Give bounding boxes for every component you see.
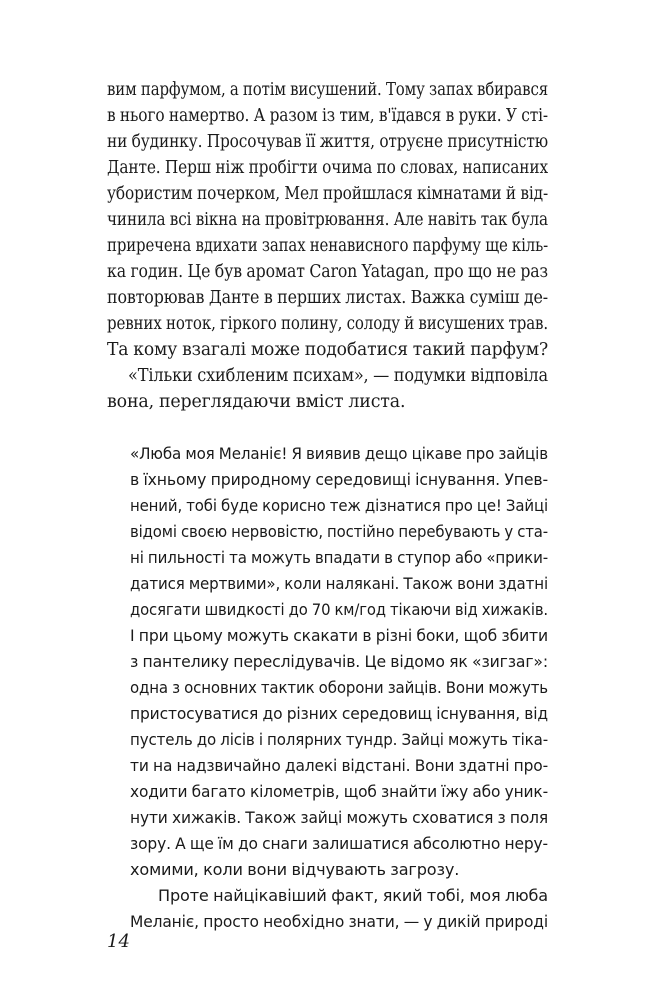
letter-line: нути хижаків. Також зайці можуть сховатися з поля (130, 808, 548, 827)
letter-line: «Люба моя Меланіє! Я виявив дещо цікаве про зайців (130, 444, 548, 463)
letter-line: Проте найцікавіший факт, який тобі, моя люба (158, 886, 548, 905)
letter-line: хомими, коли вони відчувають загрозу. (130, 860, 460, 879)
narrative-line: в нього намертво. А разом із тим, в'їдався в руки. У сті- (107, 106, 548, 126)
narrative-line: Данте. Перш ніж пробігти очима по словах, написаних (107, 158, 548, 178)
letter-line: ні пильності та можуть впадати в ступор або «прики- (130, 548, 548, 567)
page-number: 14 (107, 931, 130, 952)
narrative-line: вона, переглядаючи вміст листа. (107, 392, 406, 412)
narrative-line: ни будинку. Просочував її життя, отруєне присутністю (107, 132, 548, 152)
letter-line: І при цьому можуть скакати в різні боки, щоб збити (130, 626, 548, 645)
letter-line: пристосуватися до різних середовищ існування, від (130, 704, 548, 723)
narrative-line: убористим почерком, Мел пройшлася кімнатами й від- (107, 184, 548, 204)
letter-line: досягати швидкості до 70 км/год тікаючи від хижаків. (130, 600, 548, 619)
letter-line: одна з основних тактик оборони зайців. Вони можуть (130, 678, 548, 697)
letter-line: зору. А ще їм до снаги залишатися абсолютно нeру- (130, 834, 548, 853)
narrative-line: ревних ноток, гіркого полину, солоду й висушених трав. (107, 314, 548, 334)
letter-line: відомі своєю нервовістю, постійно перебувають у ста- (130, 522, 548, 541)
letter-line: пустель до лісів і полярних тундр. Зайці можуть тіка- (130, 730, 548, 749)
letter-line: в їхньому природному середовищі існування. Упев- (130, 470, 548, 489)
letter-line: ти на надзвичайно далекі відстані. Вони здатні про- (130, 756, 548, 775)
narrative-line: чинила всі вікна на провітрювання. Але навіть так була (107, 210, 548, 230)
letter-line: ходити багато кілометрів, щоб знайти їжу або уник- (130, 782, 548, 801)
narrative-line: «Тільки схибленим психам», — подумки відповіла (128, 366, 548, 386)
narrative-line: приречена вдихати запах ненависного парфуму ще кіль- (107, 236, 548, 256)
narrative-line: повторював Данте в перших листах. Важка суміш де- (107, 288, 548, 308)
letter-line: з пантелику переслідувачів. Це відомо як «зигзаг»: (130, 652, 548, 671)
narrative-line: вим парфумом, а потім висушений. Тому запах вбирався (107, 80, 548, 100)
narrative-line: ка годин. Це був аромат Caron Yatagan, про що не раз (107, 262, 548, 282)
letter-line: нений, тобі буде корисно теж дізнатися про це! Зайці (130, 496, 548, 515)
letter-line: Меланіє, просто необхідно знати, — у дикій природі (130, 912, 548, 931)
narrative-line: Та кому взагалі може подобатися такий парфум? (107, 340, 548, 360)
letter-line: датися мертвими», коли налякані. Також вони здатні (130, 574, 548, 593)
